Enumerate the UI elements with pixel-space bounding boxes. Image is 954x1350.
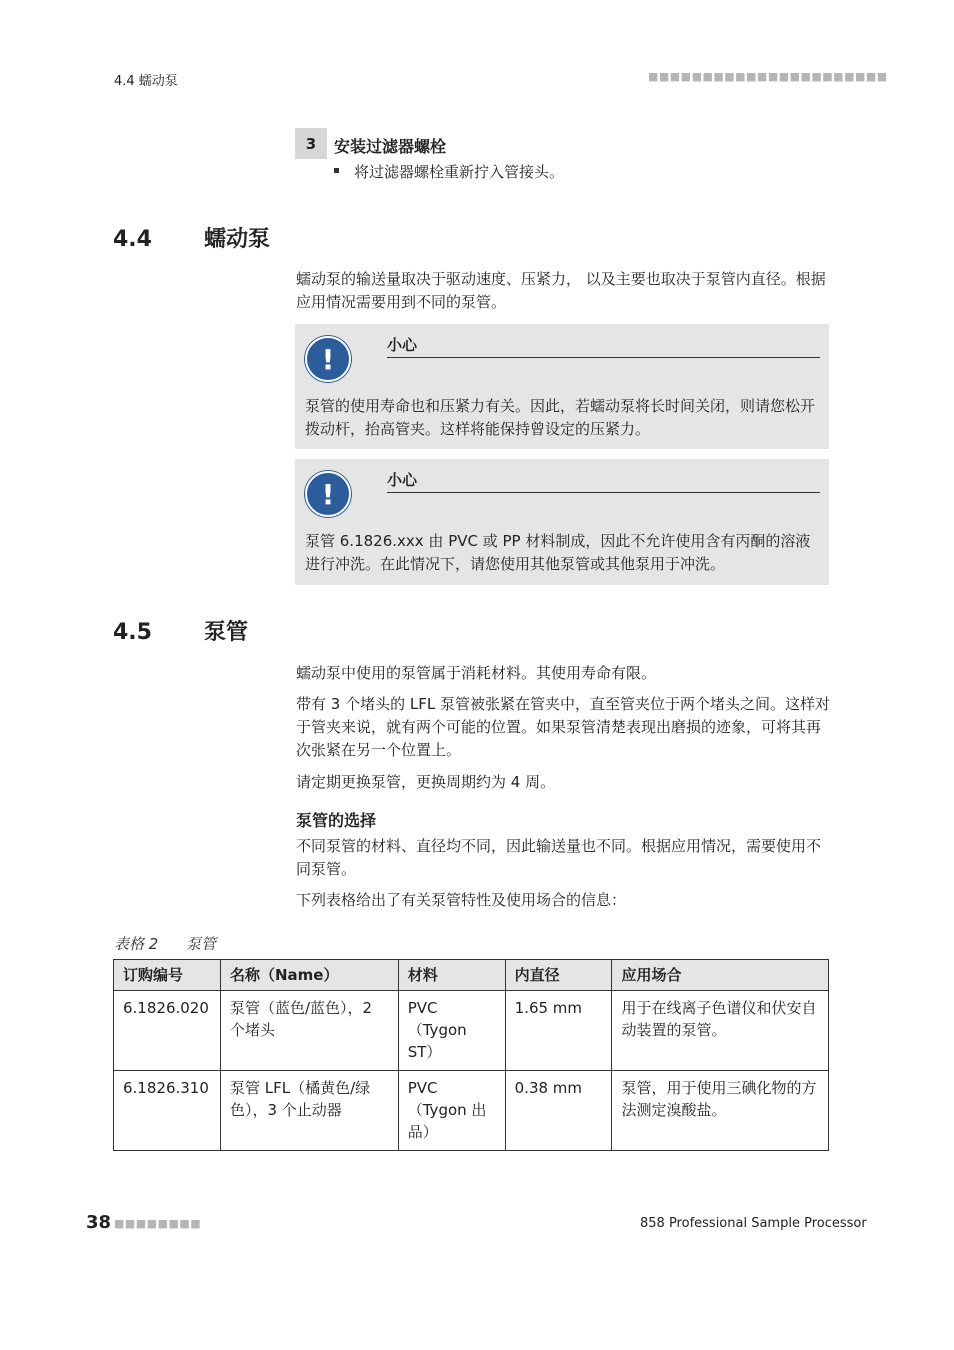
section-number: 4.4 <box>113 227 152 252</box>
cell-order-number: 6.1826.310 <box>114 1071 221 1151</box>
cell-application: 用于在线离子色谱仪和伏安自动装置的泵管。 <box>612 991 829 1071</box>
caution-text: 泵管 6.1826.xxx 由 PVC 或 PP 材料制成，因此不允许使用含有丙酮的溶液进行冲洗。在此情况下，请您使用其他泵管或其他泵用于冲洗。 <box>305 532 811 573</box>
header-material: 材料 <box>398 960 505 991</box>
step-number: 3 <box>295 128 327 159</box>
table-header-row <box>114 960 829 991</box>
bullet-square-icon <box>334 168 339 173</box>
pump-tubing-table <box>113 959 829 1151</box>
caution-box-1 <box>295 324 829 449</box>
header-order-number: 订购编号 <box>114 960 221 991</box>
caution-box-2 <box>295 459 829 585</box>
cell-application: 泵管，用于使用三碘化物的方法测定溴酸盐。 <box>612 1071 829 1151</box>
section-4-5-p3: 请定期更换泵管，更换周期约为 4 周。 <box>296 773 556 791</box>
section-heading-4-4 <box>113 222 270 253</box>
section-4-4-intro: 蠕动泵的输送量取决于驱动速度、压紧力， 以及主要也取决于泵管内直径。根据应用情况需要用到不同的泵管。 <box>296 270 826 311</box>
caution-text: 泵管的使用寿命也和压紧力有关。因此，若蠕动泵将长时间关闭，则请您松开拨动杆，抬高管夹。这样将能保持曾设定的压紧力。 <box>305 397 816 438</box>
section-heading-4-5 <box>113 615 248 646</box>
footer-decor: ■■■■■■■■ <box>114 1217 202 1230</box>
cell-material: PVC（Tygon ST） <box>398 991 505 1071</box>
cell-material: PVC（Tygon 出品） <box>398 1071 505 1151</box>
step-bullet-text: 将过滤器螺栓重新拧入管接头。 <box>354 163 565 181</box>
section-4-5-p4: 不同泵管的材料、直径均不同，因此输送量也不同。根据应用情况，需要使用不同泵管。 <box>296 837 822 878</box>
header-inner-diameter: 内直径 <box>505 960 612 991</box>
cell-inner-diameter: 0.38 mm <box>505 1071 612 1151</box>
section-4-5-p2: 带有 3 个堵头的 LFL 泵管被张紧在管夹中，直至管夹位于两个堵头之间。这样对于管夹来说，就有两个可能的位置。如果泵管清楚表现出磨损的迹象，可将其再次张紧在另一个位置上。 <box>296 695 830 759</box>
running-header-section: 4.4 蠕动泵 <box>114 74 178 89</box>
table-caption <box>114 933 216 954</box>
table-row <box>114 991 829 1071</box>
section-4-5-p5: 下列表格给出了有关泵管特性及使用场合的信息： <box>296 891 627 909</box>
table-caption-label: 表格 2 <box>114 935 159 953</box>
footer-product-name: 858 Professional Sample Processor <box>640 1216 867 1231</box>
cell-name: 泵管 LFL（橘黄色/绿色），3 个止动器 <box>220 1071 398 1151</box>
cell-inner-diameter: 1.65 mm <box>505 991 612 1071</box>
running-header-decor: ■■■■■■■■■■■■■■■■■■■■■■ <box>648 70 888 83</box>
section-title: 蠕动泵 <box>204 227 271 252</box>
subheading-tube-selection: 泵管的选择 <box>296 811 377 830</box>
cell-name: 泵管（蓝色/蓝色），2 个堵头 <box>220 991 398 1071</box>
table-row <box>114 1071 829 1151</box>
caution-title: 小心 <box>387 334 820 358</box>
caution-title: 小心 <box>387 469 820 493</box>
header-name: 名称（Name） <box>220 960 398 991</box>
section-title: 泵管 <box>204 620 249 645</box>
exclamation-icon: ! <box>305 471 351 517</box>
table-caption-title: 泵管 <box>186 935 217 953</box>
header-application: 应用场合 <box>612 960 829 991</box>
step-title: 安装过滤器螺栓 <box>334 137 447 156</box>
section-4-5-p1: 蠕动泵中使用的泵管属于消耗材料。其使用寿命有限。 <box>296 664 657 682</box>
section-number: 4.5 <box>113 620 152 645</box>
exclamation-icon: ! <box>305 336 351 382</box>
page-number: 38 <box>86 1212 112 1233</box>
cell-order-number: 6.1826.020 <box>114 991 221 1071</box>
step-bullet <box>334 161 564 182</box>
